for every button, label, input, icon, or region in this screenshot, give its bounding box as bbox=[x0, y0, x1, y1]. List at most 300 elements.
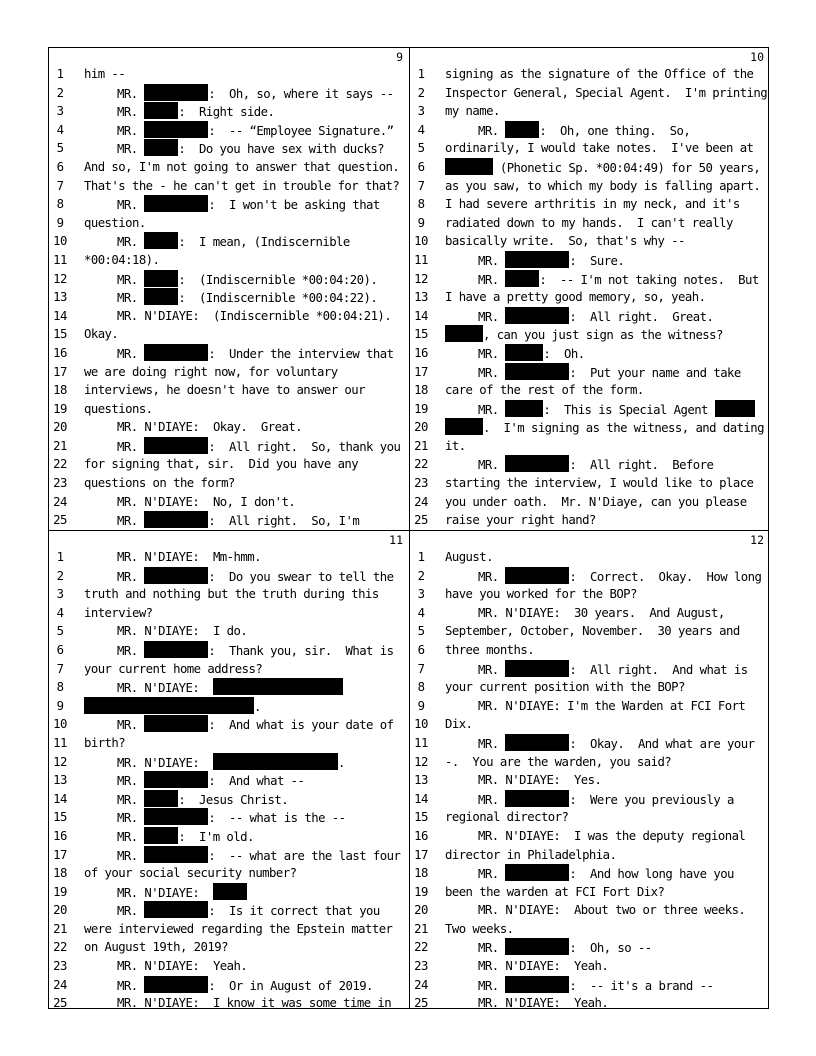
text-segment: MR. bbox=[117, 86, 145, 101]
text-segment: That's the - he can't get in trouble for that? bbox=[84, 178, 400, 193]
line-text bbox=[84, 883, 405, 902]
line-number: 12 bbox=[414, 271, 428, 286]
line-number: 18 bbox=[53, 383, 67, 398]
transcript-line bbox=[49, 715, 409, 734]
line-text bbox=[84, 511, 405, 530]
line-number: 6 bbox=[417, 642, 425, 657]
line-text bbox=[445, 641, 766, 660]
transcript-line bbox=[410, 827, 770, 846]
transcript-line bbox=[410, 660, 770, 679]
line-number: 20 bbox=[414, 903, 428, 918]
line-number: 11 bbox=[414, 252, 428, 267]
text-segment: him -- bbox=[84, 67, 126, 81]
transcript-line bbox=[49, 548, 409, 567]
line-text bbox=[84, 455, 405, 474]
text-segment: : (Indiscernible *00:04:22). bbox=[178, 291, 378, 306]
transcript-line bbox=[410, 994, 770, 1013]
line-text bbox=[445, 195, 766, 214]
transcript-line bbox=[410, 325, 770, 344]
text-segment: interviews, he doesn't have to answer our bbox=[84, 383, 365, 398]
transcript-line bbox=[49, 437, 409, 456]
transcript-line bbox=[410, 753, 770, 772]
transcript-line bbox=[49, 177, 409, 196]
line-number: 21 bbox=[53, 921, 67, 936]
line-number: 17 bbox=[53, 847, 67, 862]
redaction-block bbox=[144, 139, 178, 156]
text-segment: MR. bbox=[117, 978, 145, 993]
text-segment: of your social security number? bbox=[84, 866, 297, 881]
line-number: 16 bbox=[414, 828, 428, 843]
transcript-page-12 bbox=[410, 531, 770, 1013]
text-segment: raise your right hand? bbox=[445, 513, 596, 528]
transcript-line bbox=[49, 585, 409, 604]
line-number: 17 bbox=[414, 847, 428, 862]
text-segment: I have a pretty good memory, so, yeah. bbox=[445, 290, 706, 305]
line-text bbox=[84, 920, 405, 939]
line-text bbox=[84, 493, 405, 512]
text-segment: MR. bbox=[478, 123, 506, 138]
text-segment: MR. N'DIAYE: bbox=[117, 885, 213, 900]
transcript-line bbox=[410, 344, 770, 363]
line-text bbox=[84, 771, 405, 790]
text-segment: MR. bbox=[117, 643, 145, 658]
text-segment: MR. N'DIAYE: bbox=[117, 681, 213, 696]
text-segment: : -- “Employee Signature.” bbox=[208, 123, 394, 138]
redaction-block bbox=[144, 771, 208, 788]
transcript-page-11 bbox=[49, 531, 409, 1013]
line-number: 8 bbox=[417, 680, 425, 695]
line-number: 23 bbox=[53, 959, 67, 974]
text-segment: : Is it correct that you bbox=[208, 904, 380, 919]
transcript-line bbox=[410, 65, 770, 84]
line-number: 18 bbox=[414, 383, 428, 398]
text-segment: MR. bbox=[478, 867, 506, 882]
line-number: 4 bbox=[56, 122, 64, 137]
line-text bbox=[445, 177, 766, 196]
line-text bbox=[445, 938, 766, 957]
line-text bbox=[445, 214, 766, 233]
line-number: 7 bbox=[56, 178, 64, 193]
text-segment: MR. bbox=[478, 309, 506, 324]
text-segment: were interviewed regarding the Epstein matter bbox=[84, 921, 393, 936]
text-segment: questions on the form? bbox=[84, 476, 235, 491]
line-number: 7 bbox=[417, 661, 425, 676]
text-segment: MR. N'DIAYE: I was the deputy regional bbox=[478, 828, 746, 843]
line-text bbox=[84, 381, 405, 400]
text-segment: MR. N'DIAYE: I'm the Warden at FCI Fort bbox=[478, 698, 746, 713]
text-segment: : Oh, so -- bbox=[569, 941, 652, 956]
line-number: 2 bbox=[417, 568, 425, 583]
text-segment: MR. N'DIAYE: Yeah. bbox=[117, 959, 248, 974]
line-text bbox=[445, 585, 766, 604]
redaction-block bbox=[144, 567, 208, 584]
line-number: 17 bbox=[53, 364, 67, 379]
page-lines bbox=[49, 65, 409, 530]
line-number: 18 bbox=[414, 866, 428, 881]
line-text bbox=[445, 232, 766, 251]
text-segment: my name. bbox=[445, 104, 500, 119]
line-number: 16 bbox=[53, 345, 67, 360]
line-text bbox=[84, 808, 405, 827]
transcript-line bbox=[410, 864, 770, 883]
line-text bbox=[445, 121, 766, 140]
line-text bbox=[84, 214, 405, 233]
line-number: 7 bbox=[417, 178, 425, 193]
redaction-block bbox=[144, 344, 208, 361]
text-segment: been the warden at FCI Fort Dix? bbox=[445, 884, 665, 899]
text-segment: MR. bbox=[117, 291, 145, 306]
redaction-block bbox=[144, 511, 208, 528]
line-text bbox=[445, 400, 766, 419]
line-text bbox=[445, 493, 766, 512]
transcript-line bbox=[49, 622, 409, 641]
line-number: 6 bbox=[56, 642, 64, 657]
text-segment: ordinarily, I would take notes. I've been at bbox=[445, 141, 754, 156]
line-text bbox=[445, 325, 766, 344]
redaction-block bbox=[505, 864, 569, 881]
text-segment: : I won't be asking that bbox=[208, 198, 380, 213]
line-number: 4 bbox=[417, 605, 425, 620]
text-segment: MR. bbox=[117, 848, 145, 863]
transcript-line bbox=[49, 455, 409, 474]
transcript-line bbox=[410, 121, 770, 140]
line-text bbox=[445, 307, 766, 326]
text-segment: : And how long have you bbox=[569, 867, 734, 882]
line-text bbox=[84, 139, 405, 158]
line-number: 9 bbox=[56, 215, 64, 230]
line-number: 3 bbox=[56, 104, 64, 119]
redaction-block bbox=[715, 400, 755, 417]
redaction-block bbox=[144, 288, 178, 305]
line-number: 8 bbox=[56, 197, 64, 212]
redaction-block bbox=[144, 84, 208, 101]
line-text bbox=[445, 790, 766, 809]
line-text bbox=[84, 660, 405, 679]
line-text bbox=[84, 938, 405, 957]
line-number: 1 bbox=[56, 550, 64, 564]
text-segment: MR. bbox=[117, 123, 145, 138]
line-text bbox=[445, 548, 766, 567]
transcript-page-9 bbox=[49, 48, 409, 530]
text-segment: : -- what are the last four bbox=[208, 848, 401, 863]
text-segment: MR. bbox=[478, 569, 506, 584]
transcript-line bbox=[49, 195, 409, 214]
text-segment: MR. bbox=[117, 198, 145, 213]
transcript-line bbox=[49, 827, 409, 846]
line-text bbox=[84, 195, 405, 214]
line-number: 8 bbox=[56, 680, 64, 695]
text-segment: starting the interview, I would like to place bbox=[445, 476, 754, 491]
text-segment: MR. bbox=[117, 829, 145, 844]
redaction-block bbox=[505, 251, 569, 268]
redaction-block bbox=[144, 195, 208, 212]
page-number: 9 bbox=[396, 50, 403, 64]
text-segment: : Or in August of 2019. bbox=[208, 978, 373, 993]
transcript-line bbox=[49, 121, 409, 140]
text-segment: MR. bbox=[478, 365, 506, 380]
line-number: 11 bbox=[53, 735, 67, 750]
line-number: 20 bbox=[53, 903, 67, 918]
text-segment: (Phonetic Sp. *00:04:49) for 50 years, bbox=[493, 160, 761, 175]
line-number: 10 bbox=[53, 234, 67, 249]
column-divider bbox=[409, 48, 410, 1008]
line-text bbox=[445, 604, 766, 623]
text-segment: MR. bbox=[478, 736, 506, 751]
transcript-line bbox=[410, 901, 770, 920]
text-segment: : Okay. And what are your bbox=[569, 736, 755, 751]
line-number: 18 bbox=[53, 866, 67, 881]
text-segment: MR. bbox=[117, 811, 145, 826]
line-number: 21 bbox=[53, 438, 67, 453]
page-lines bbox=[49, 548, 409, 1013]
text-segment: birth? bbox=[84, 735, 126, 750]
line-text bbox=[84, 65, 405, 84]
line-text bbox=[84, 678, 405, 697]
redaction-block bbox=[144, 846, 208, 863]
line-text bbox=[445, 288, 766, 307]
line-text bbox=[84, 325, 405, 344]
text-segment: MR. bbox=[117, 569, 145, 584]
text-segment: : Thank you, sir. What is bbox=[208, 643, 394, 658]
transcript-line bbox=[410, 437, 770, 456]
redaction-block bbox=[144, 121, 208, 138]
line-number: 10 bbox=[414, 234, 428, 249]
text-segment: MR. N'DIAYE: Yeah. bbox=[478, 996, 609, 1011]
line-text bbox=[84, 548, 405, 567]
line-number: 14 bbox=[414, 791, 428, 806]
text-segment: MR. bbox=[117, 235, 145, 250]
redaction-block bbox=[144, 808, 208, 825]
text-segment: your current position with the BOP? bbox=[445, 680, 685, 695]
line-text bbox=[445, 102, 766, 121]
transcript-line bbox=[49, 307, 409, 326]
text-segment: MR. N'DIAYE: I do. bbox=[117, 624, 248, 639]
line-number: 25 bbox=[414, 513, 428, 528]
text-segment: MR. bbox=[117, 904, 145, 919]
line-text bbox=[445, 511, 766, 530]
line-number: 5 bbox=[417, 141, 425, 156]
text-segment: Inspector General, Special Agent. I'm printing bbox=[445, 85, 768, 100]
text-segment: : Do you swear to tell the bbox=[208, 569, 394, 584]
redaction-block bbox=[505, 400, 543, 417]
text-segment: . I'm signing as the witness, and dating bbox=[483, 421, 764, 436]
text-segment: it. bbox=[445, 438, 466, 453]
text-segment: : -- I'm not taking notes. But bbox=[539, 272, 759, 287]
transcript-line bbox=[410, 195, 770, 214]
redaction-block bbox=[505, 344, 543, 361]
text-segment: : All right. Great. bbox=[569, 309, 714, 324]
transcript-line bbox=[410, 771, 770, 790]
line-number: 3 bbox=[417, 104, 425, 119]
text-segment: : And what is your date of bbox=[208, 718, 394, 733]
text-segment: MR. bbox=[117, 105, 145, 120]
transcript-line bbox=[410, 84, 770, 103]
text-segment: : Do you have sex with ducks? bbox=[178, 142, 385, 157]
text-segment: MR. bbox=[478, 253, 506, 268]
line-number: 25 bbox=[53, 996, 67, 1011]
transcript-line bbox=[49, 753, 409, 772]
text-segment: MR. bbox=[117, 346, 145, 361]
text-segment: you under oath. Mr. N'Diaye, can you please bbox=[445, 494, 747, 509]
line-text bbox=[84, 585, 405, 604]
page-number: 10 bbox=[750, 50, 764, 64]
line-number: 3 bbox=[417, 587, 425, 602]
line-text bbox=[445, 474, 766, 493]
line-number: 1 bbox=[56, 67, 64, 81]
line-text bbox=[445, 846, 766, 865]
transcript-line bbox=[49, 790, 409, 809]
transcript-line bbox=[410, 381, 770, 400]
transcript-line bbox=[49, 734, 409, 753]
text-segment: MR. N'DIAYE: Yes. bbox=[478, 773, 602, 788]
redaction-block bbox=[505, 734, 569, 751]
transcript-line bbox=[49, 214, 409, 233]
line-text bbox=[84, 567, 405, 586]
redaction-block bbox=[505, 455, 569, 472]
redaction-block bbox=[84, 697, 254, 714]
line-number: 4 bbox=[56, 605, 64, 620]
line-text bbox=[84, 121, 405, 140]
text-segment: MR. bbox=[478, 662, 506, 677]
transcript-page-10 bbox=[410, 48, 770, 530]
transcript-line bbox=[49, 474, 409, 493]
redaction-block bbox=[213, 883, 247, 900]
redaction-block bbox=[505, 938, 569, 955]
line-text bbox=[84, 641, 405, 660]
transcript-line bbox=[410, 400, 770, 419]
line-text bbox=[84, 288, 405, 307]
text-segment: MR. bbox=[478, 346, 506, 361]
text-segment: . bbox=[337, 755, 345, 770]
transcript-line bbox=[49, 883, 409, 902]
page-number: 12 bbox=[750, 533, 764, 547]
line-number: 5 bbox=[417, 624, 425, 639]
line-text bbox=[445, 158, 766, 177]
transcript-line bbox=[410, 474, 770, 493]
text-segment: MR. bbox=[117, 272, 145, 287]
text-segment: MR. N'DIAYE: I know it was some time in bbox=[117, 996, 392, 1011]
text-segment: MR. bbox=[117, 439, 145, 454]
line-text bbox=[445, 957, 766, 976]
transcript-line bbox=[49, 994, 409, 1013]
line-number: 22 bbox=[414, 940, 428, 955]
transcript-line bbox=[410, 418, 770, 437]
transcript-line bbox=[410, 790, 770, 809]
text-segment: MR. N'DIAYE: Yeah. bbox=[478, 959, 609, 974]
text-segment: August. bbox=[445, 550, 493, 564]
transcript-line bbox=[410, 976, 770, 995]
text-segment: : I'm old. bbox=[178, 829, 254, 844]
transcript-line bbox=[49, 641, 409, 660]
transcript-line bbox=[410, 678, 770, 697]
line-text bbox=[445, 994, 766, 1013]
text-segment: MR. N'DIAYE: bbox=[117, 755, 213, 770]
line-text bbox=[445, 864, 766, 883]
text-segment: MR. bbox=[478, 402, 506, 417]
transcript-line bbox=[49, 957, 409, 976]
line-number: 24 bbox=[414, 494, 428, 509]
line-text bbox=[445, 660, 766, 679]
transcript-line bbox=[49, 344, 409, 363]
line-text bbox=[84, 827, 405, 846]
line-number: 1 bbox=[417, 550, 425, 564]
redaction-block bbox=[505, 976, 569, 993]
line-text bbox=[445, 344, 766, 363]
transcript-line bbox=[410, 493, 770, 512]
line-text bbox=[445, 270, 766, 289]
transcript-line bbox=[410, 177, 770, 196]
transcript-line bbox=[49, 660, 409, 679]
line-text bbox=[445, 753, 766, 772]
text-segment: on August 19th, 2019? bbox=[84, 940, 228, 955]
line-text bbox=[445, 827, 766, 846]
line-text bbox=[84, 270, 405, 289]
line-text bbox=[445, 567, 766, 586]
text-segment: your current home address? bbox=[84, 661, 263, 676]
line-number: 12 bbox=[53, 754, 67, 769]
line-text bbox=[84, 697, 405, 716]
text-segment: MR. bbox=[117, 774, 145, 789]
transcript-line bbox=[49, 846, 409, 865]
transcript-line bbox=[49, 678, 409, 697]
line-number: 2 bbox=[56, 568, 64, 583]
line-number: 13 bbox=[414, 773, 428, 788]
text-segment: radiated down to my hands. I can't really bbox=[445, 215, 733, 230]
line-number: 20 bbox=[53, 420, 67, 435]
page-lines bbox=[410, 548, 770, 1013]
line-text bbox=[84, 177, 405, 196]
transcript-line bbox=[410, 511, 770, 530]
line-number: 25 bbox=[53, 513, 67, 528]
transcript-line bbox=[49, 920, 409, 939]
text-segment: September, October, November. 30 years and bbox=[445, 624, 740, 639]
transcript-line bbox=[410, 641, 770, 660]
redaction-block bbox=[213, 753, 338, 770]
text-segment: : Under the interview that bbox=[208, 346, 394, 361]
text-segment: question. bbox=[84, 215, 146, 230]
line-number: 16 bbox=[414, 345, 428, 360]
text-segment: MR. bbox=[478, 941, 506, 956]
line-text bbox=[445, 622, 766, 641]
line-text bbox=[445, 418, 766, 437]
text-segment: MR. bbox=[478, 978, 506, 993]
text-segment: interview? bbox=[84, 605, 153, 620]
transcript-line bbox=[49, 325, 409, 344]
line-number: 10 bbox=[414, 717, 428, 732]
line-number: 17 bbox=[414, 364, 428, 379]
transcript-line bbox=[410, 808, 770, 827]
line-number: 19 bbox=[53, 401, 67, 416]
line-text bbox=[445, 920, 766, 939]
line-number: 22 bbox=[53, 940, 67, 955]
line-number: 7 bbox=[56, 661, 64, 676]
line-text bbox=[84, 622, 405, 641]
redaction-block bbox=[144, 232, 178, 249]
redaction-block bbox=[144, 641, 208, 658]
transcript-line bbox=[49, 511, 409, 530]
line-number: 2 bbox=[417, 85, 425, 100]
line-text bbox=[84, 753, 405, 772]
text-segment: MR. bbox=[117, 514, 145, 529]
transcript-line bbox=[410, 715, 770, 734]
line-number: 24 bbox=[53, 494, 67, 509]
line-number: 15 bbox=[414, 327, 428, 342]
line-number: 4 bbox=[417, 122, 425, 137]
line-text bbox=[445, 734, 766, 753]
transcript-line bbox=[49, 363, 409, 382]
line-text bbox=[84, 790, 405, 809]
transcript-line bbox=[49, 65, 409, 84]
